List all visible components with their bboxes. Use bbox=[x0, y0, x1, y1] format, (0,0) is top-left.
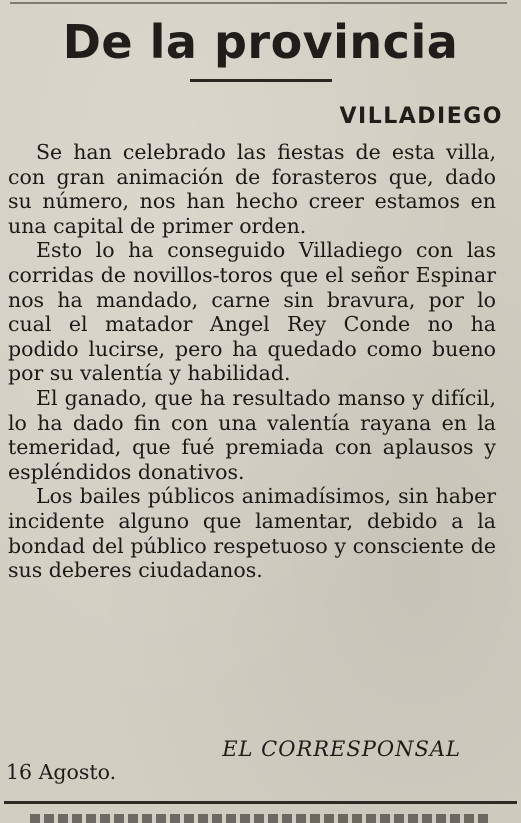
article-body bbox=[8, 140, 496, 583]
article-paragraph: Esto lo ha conseguido Villadiego con las corridas de novillos-toros que el señor Espinar nos ha mandado, carne sin bravura, por lo cual el matador Angel Rey Conde no ha podido lucirse, pero ha quedado como bueno por su valentía y habilidad. bbox=[8, 238, 496, 386]
article-paragraph: Se han celebrado las fiestas de esta villa, con gran animación de forasteros que, dado su número, nos han hecho creer estamos en una capital de primer orden. bbox=[8, 140, 496, 238]
correspondent-signature: EL CORRESPONSAL bbox=[222, 737, 461, 761]
article-paragraph: El ganado, que ha resultado manso y difícil, lo ha dado fin con una valentía rayana en la temeridad, que fué premiada con aplausos y espléndidos donativos. bbox=[8, 385, 496, 484]
headline-underline bbox=[190, 79, 332, 82]
bottom-rule bbox=[4, 801, 517, 804]
article-paragraph: Los bailes públicos animadísimos, sin haber incidente alguno que lamentar, debido a la bondad del público respetuoso y consciente de sus deberes ciudadanos. bbox=[8, 484, 496, 583]
article-date: 16 Agosto. bbox=[6, 760, 117, 784]
section-headline: De la provincia bbox=[62, 15, 459, 69]
place-heading: VILLADIEGO bbox=[339, 104, 503, 129]
top-rule bbox=[10, 2, 507, 4]
next-article-fragment bbox=[30, 814, 491, 823]
